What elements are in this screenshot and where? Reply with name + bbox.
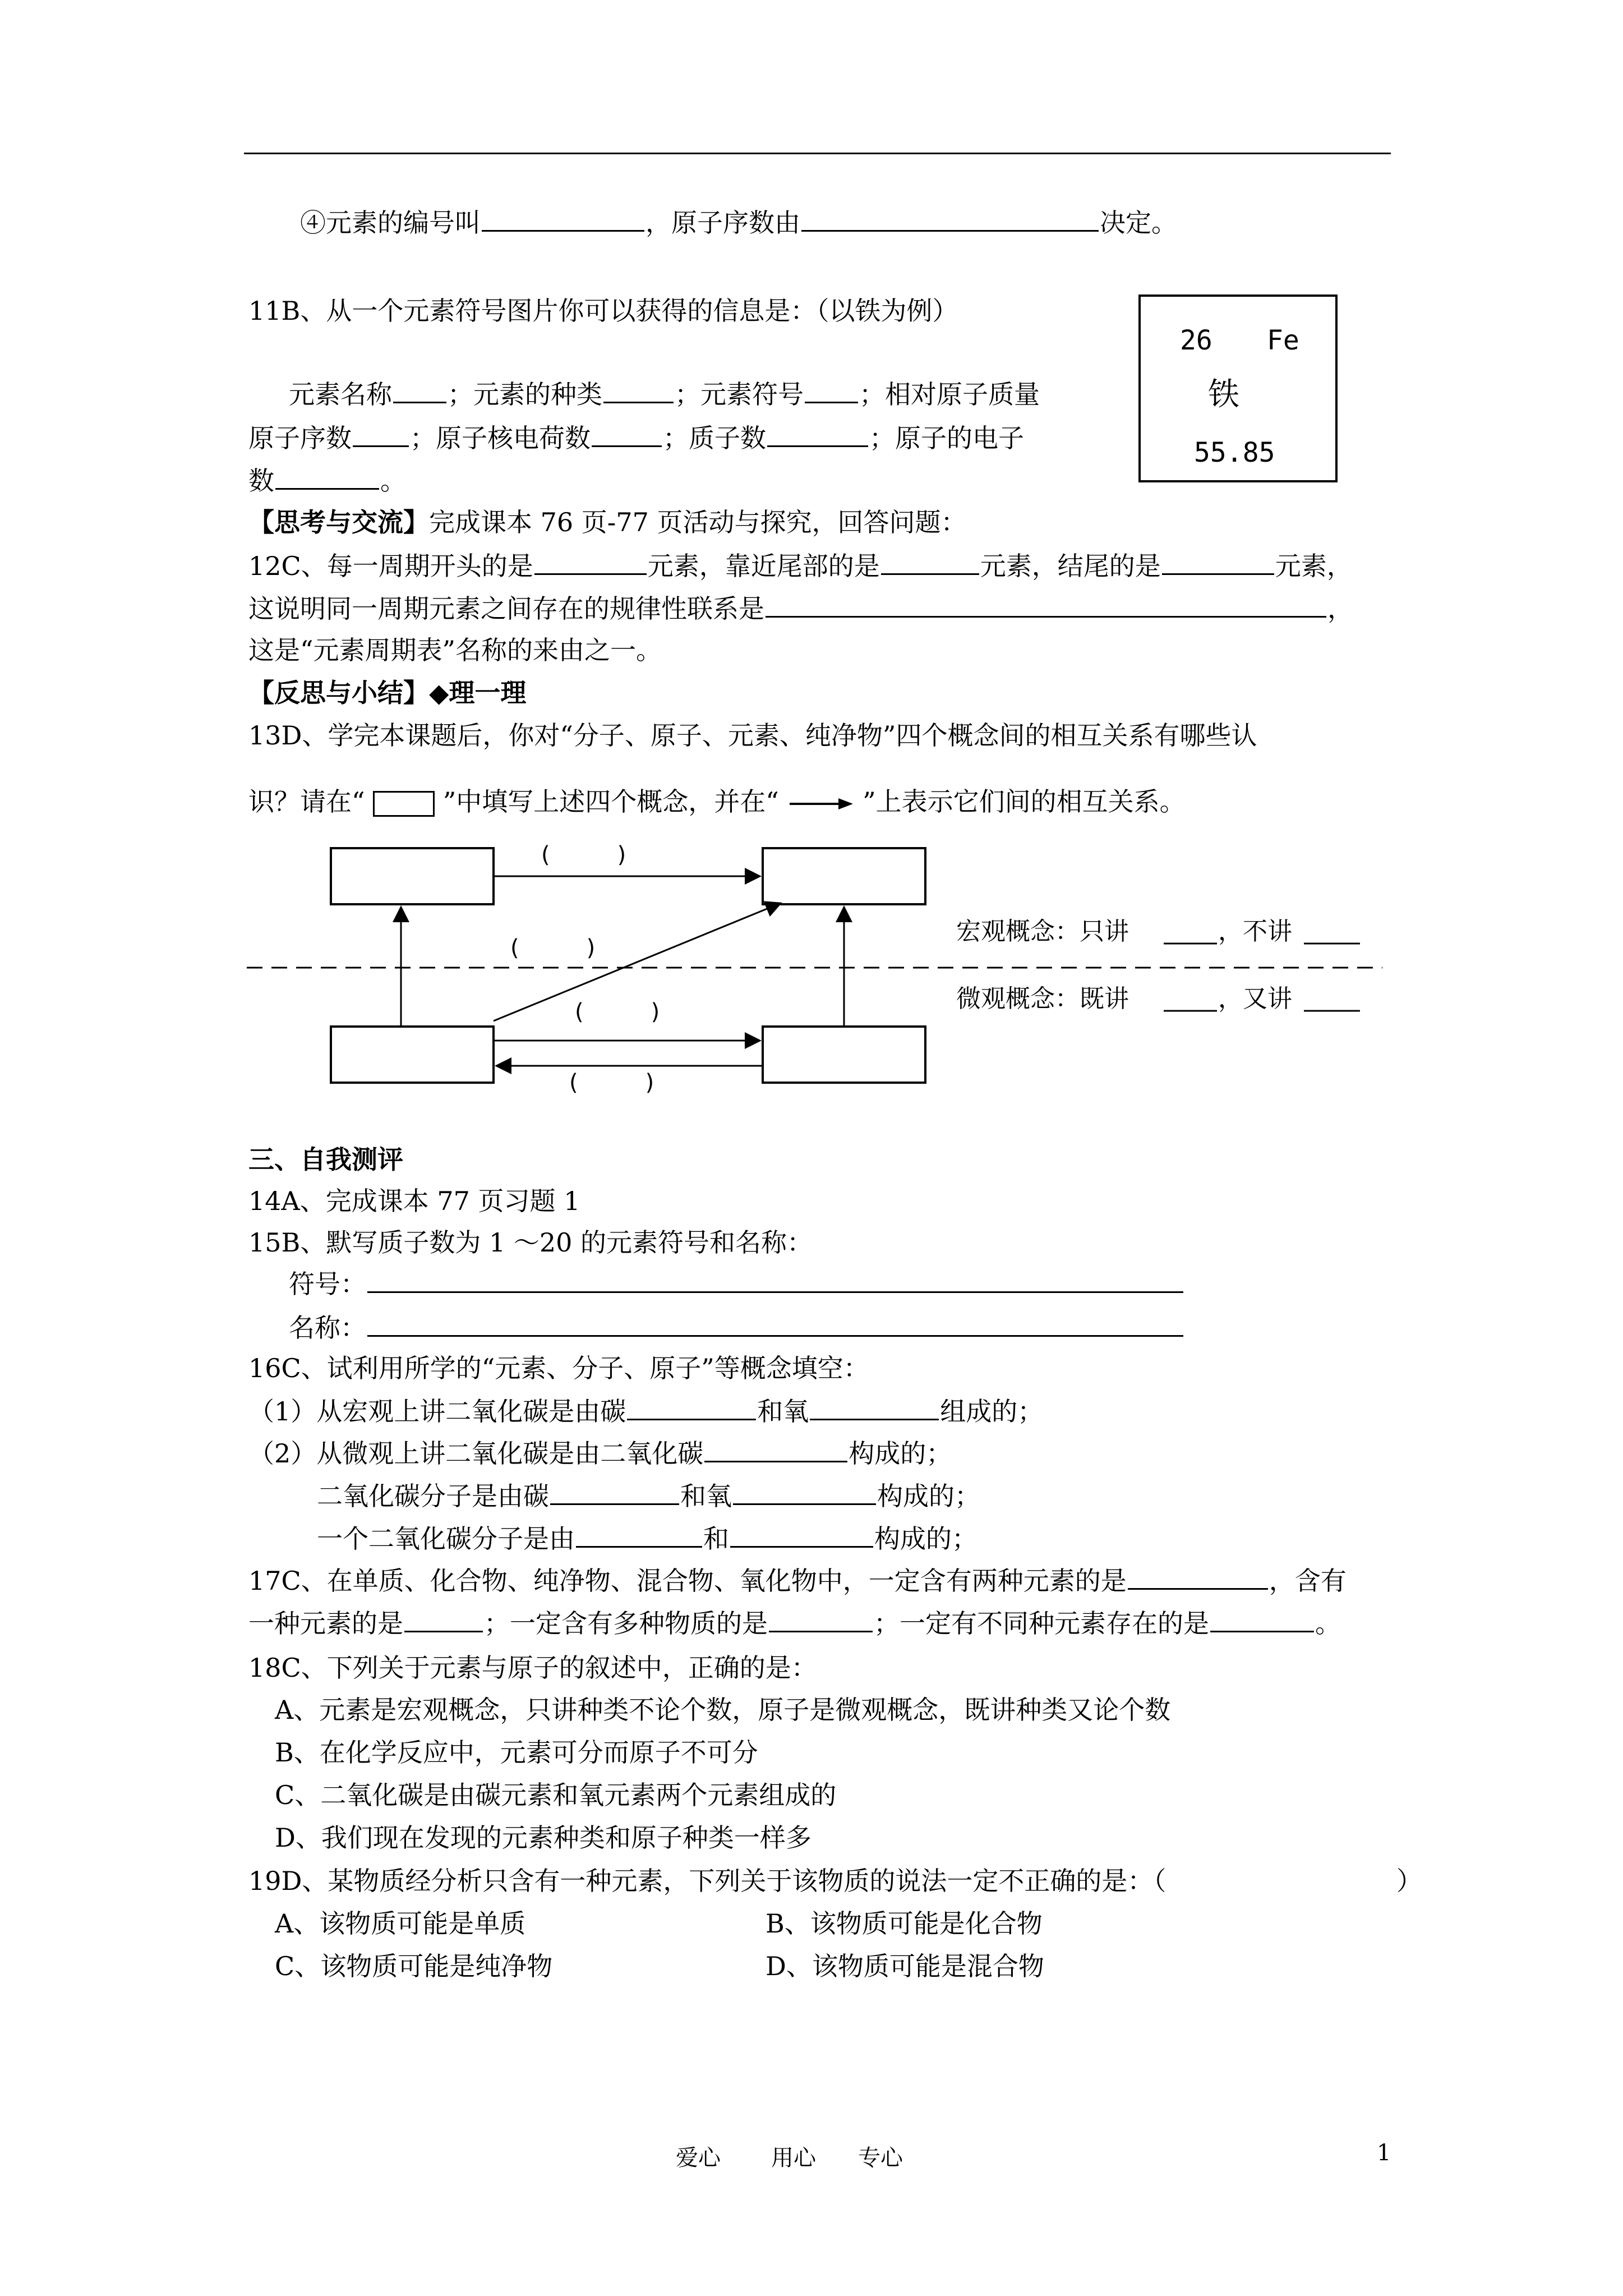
reflect-heading: 【反思与小结】◆理一理 xyxy=(248,678,527,708)
q18-option-d[interactable]: D、我们现在发现的元素种类和原子种类一样多 xyxy=(275,1823,811,1853)
q19-option-b[interactable]: B、该物质可能是化合物 xyxy=(766,1908,1043,1939)
q16-l2: （2）从微观上讲二氧化碳是由二氧化碳 构成的； xyxy=(248,1436,952,1470)
footer-motto-1: 爱心 xyxy=(676,2145,721,2171)
q14: 14A、完成课本 77 页习题 1 xyxy=(248,1186,580,1216)
q12-line2: 这说明同一周期元素之间存在的规律性联系是 ， xyxy=(248,591,1353,625)
blank[interactable] xyxy=(550,1479,679,1505)
micro-label: 微观概念：既讲 xyxy=(956,984,1129,1013)
q19-title: 19D、某物质经分析只含有一种元素，下列关于该物质的说法一定不正确的是：（ xyxy=(248,1866,1166,1896)
blank[interactable] xyxy=(1210,1606,1314,1632)
q13-line1: 13D、学完本课题后，你对“分子、原子、元素、纯净物”四个概念间的相互关系有哪些认 xyxy=(248,720,1257,751)
blank[interactable] xyxy=(733,1479,876,1505)
concept-box-top-right[interactable] xyxy=(763,848,925,904)
q16-l4: 一个二氧化碳分子是由 和 构成的； xyxy=(317,1521,978,1555)
q18-option-a[interactable]: A、元素是宏观概念，只讲种类不论个数，原子是微观概念，既讲种类又论个数 xyxy=(275,1695,1171,1725)
macro-label: 宏观概念：只讲 xyxy=(956,917,1129,946)
q15-name: 名称： xyxy=(289,1310,1184,1344)
element-symbol: Fe xyxy=(1267,325,1299,356)
q18-title: 18C、下列关于元素与原子的叙述中，正确的是： xyxy=(248,1653,817,1683)
blank[interactable] xyxy=(627,1394,756,1420)
atomic-number: 26 xyxy=(1180,325,1212,356)
paren-lower-1: ( ) xyxy=(575,999,660,1025)
q13-line2: 识？请在“ ”中填写上述四个概念，并在“ ”上表示它们间的相互关系。 xyxy=(248,786,1186,817)
q18-option-c[interactable]: C、二氧化碳是由碳元素和氧元素两个元素组成的 xyxy=(275,1780,837,1810)
micro-label-2: ，又讲 xyxy=(1218,984,1292,1013)
q15-symbol: 符号： xyxy=(289,1267,1184,1300)
blank[interactable] xyxy=(1128,1563,1268,1590)
concept-box-top-left[interactable] xyxy=(331,848,494,904)
concept-box-bottom-left[interactable] xyxy=(331,1027,494,1083)
paren-diagonal: ( ) xyxy=(510,935,596,961)
q11-line1: 元素名称 ；元素的种类 ；元素符号 ；相对原子质量 xyxy=(289,377,1040,411)
blank[interactable] xyxy=(367,1310,1183,1337)
q19-option-a[interactable]: A、该物质可能是单质 xyxy=(275,1908,526,1939)
q16-title: 16C、试利用所学的“元素、分子、原子”等概念填空： xyxy=(248,1353,869,1383)
q19-option-d[interactable]: D、该物质可能是混合物 xyxy=(766,1951,1044,1981)
footer-motto-3: 专心 xyxy=(858,2145,903,2171)
q12-line3: 这是“元素周期表”名称的来由之一。 xyxy=(248,635,662,665)
q17-line2: 一种元素的是 ；一定含有多种物质的是 ；一定有不同种元素存在的是 。 xyxy=(248,1606,1341,1640)
footer-motto-2: 用心 xyxy=(771,2145,816,2171)
macro-label-2: ，不讲 xyxy=(1218,917,1292,946)
atomic-mass: 55.85 xyxy=(1194,437,1275,468)
q17-line1: 17C、在单质、化合物、纯净物、混合物、氧化物中，一定含有两种元素的是 ，含有 xyxy=(248,1563,1347,1597)
blank[interactable] xyxy=(810,1394,939,1420)
paren-top: ( ) xyxy=(541,842,626,868)
q11-line3: 数 。 xyxy=(248,463,406,497)
q11-title: 11B、从一个元素符号图片你可以获得的信息是：（以铁为例） xyxy=(248,296,958,326)
blank[interactable] xyxy=(769,1606,873,1632)
q11-line2: 原子序数 ；原子核电荷数 ；质子数 ；原子的电子 xyxy=(248,421,1024,454)
blank[interactable] xyxy=(404,1606,483,1632)
q18-option-b[interactable]: B、在化学反应中，元素可分而原子不可分 xyxy=(275,1737,758,1768)
paren-lower-2: ( ) xyxy=(569,1070,654,1096)
blank[interactable] xyxy=(730,1521,873,1548)
blank[interactable] xyxy=(367,1267,1183,1293)
q16-l3: 二氧化碳分子是由碳 和氧 构成的； xyxy=(317,1479,980,1512)
page-number: 1 xyxy=(1377,2140,1391,2166)
q19-option-c[interactable]: C、该物质可能是纯净物 xyxy=(275,1951,553,1981)
q12-line1: 12C、每一周期开头的是 元素，靠近尾部的是 元素，结尾的是 元素， xyxy=(248,549,1353,582)
q10-item4: ④元素的编号叫 ，原子序数由 决定。 xyxy=(300,205,1177,239)
blank[interactable] xyxy=(576,1521,702,1548)
q15-title: 15B、默写质子数为 1 ～20 的元素符号和名称： xyxy=(248,1227,813,1258)
blank[interactable] xyxy=(704,1436,847,1462)
q16-l1: （1）从宏观上讲二氧化碳是由碳 和氧 组成的； xyxy=(248,1394,1043,1428)
q19-answer-close: ） xyxy=(1396,1866,1422,1896)
element-name: 铁 xyxy=(1208,376,1239,413)
concept-box-bottom-right[interactable] xyxy=(763,1027,925,1083)
section-3-heading: 三、自我测评 xyxy=(248,1144,403,1175)
think-exchange: 【思考与交流】完成课本 76 页-77 页活动与探究，回答问题： xyxy=(248,507,967,537)
